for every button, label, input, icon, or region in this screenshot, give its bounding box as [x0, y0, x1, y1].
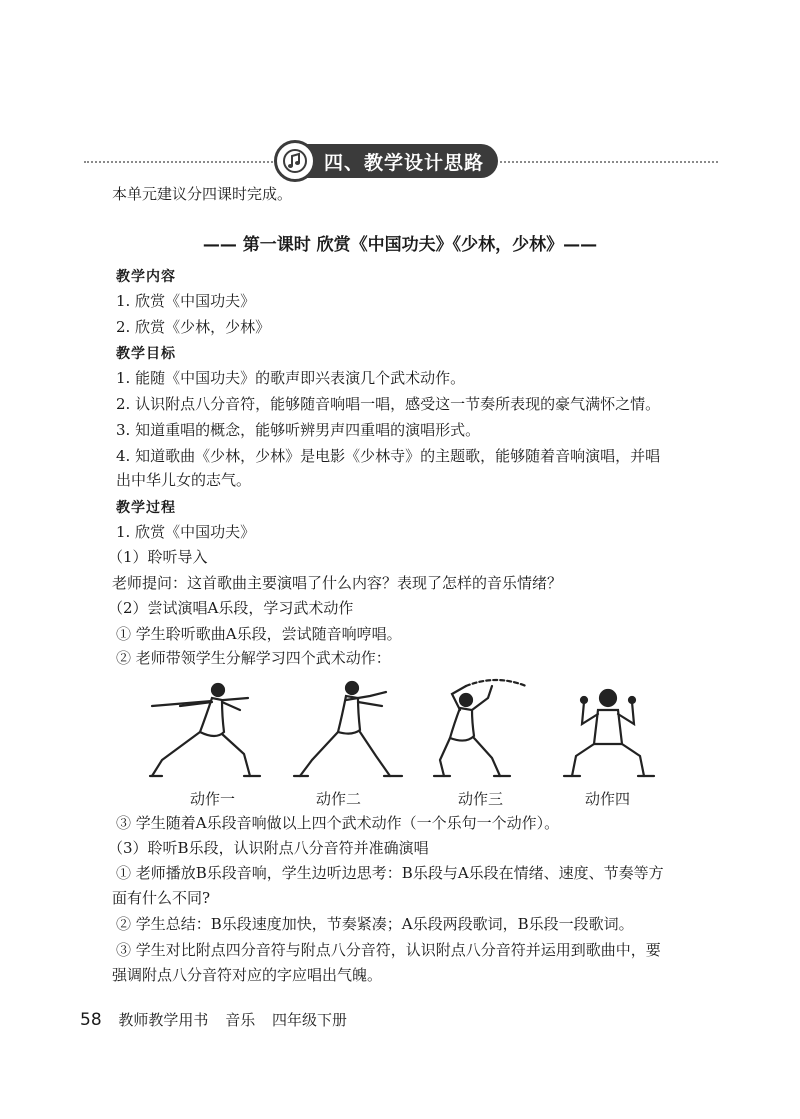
figure-caption-4: 动作四 — [585, 790, 631, 808]
kungfu-pose-4-illustration — [564, 690, 654, 776]
intro-text: 本单元建议分四课时完成。 — [112, 185, 293, 203]
section-banner — [280, 144, 498, 178]
process-item: （2）尝试演唱A乐段，学习武术动作 — [108, 599, 354, 617]
process-item: （3）聆听B乐段，认识附点八分音符并准确演唱 — [108, 839, 429, 857]
subject-label: 音乐 — [225, 1011, 256, 1029]
process-item-continued: 强调附点八分音符对应的字应唱出气魄。 — [112, 966, 383, 984]
goals-heading: 教学目标 — [116, 346, 176, 362]
goal-item: 3. 知道重唱的概念，能够听辨男声四重唱的演唱形式。 — [116, 421, 481, 439]
goal-item: 2. 认识附点八分音符，能够随音响唱一唱，感受这一节奏所表现的豪气满怀之情。 — [116, 395, 661, 413]
goal-item-continued: 出中华儿女的志气。 — [116, 471, 252, 489]
process-item: ② 学生总结：B乐段速度加快，节奏紧凑；A乐段两段歌词，B乐段一段歌词。 — [116, 915, 634, 933]
content-item: 1. 欣赏《中国功夫》 — [116, 292, 256, 310]
figure-caption-1: 动作一 — [190, 790, 236, 808]
kungfu-pose-2-illustration — [294, 682, 402, 776]
content-heading: 教学内容 — [116, 269, 176, 285]
page-footer — [80, 1009, 347, 1030]
process-item: 老师提问：这首歌曲主要演唱了什么内容？表现了怎样的音乐情绪？ — [112, 574, 563, 592]
process-item: ② 老师带领学生分解学习四个武术动作： — [116, 649, 391, 667]
grade-label: 四年级下册 — [272, 1011, 348, 1029]
figure-caption-3: 动作三 — [458, 790, 504, 808]
process-item: （1）聆听导入 — [108, 548, 208, 566]
process-item: 1. 欣赏《中国功夫》 — [116, 523, 256, 541]
martial-arts-illustrations — [140, 676, 660, 786]
music-note-icon — [274, 140, 316, 182]
book-title: 教师教学用书 — [118, 1011, 209, 1029]
kungfu-pose-3-illustration — [434, 680, 526, 776]
goal-item: 1. 能随《中国功夫》的歌声即兴表演几个武术动作。 — [116, 369, 466, 387]
page-number: 58 — [80, 1010, 102, 1030]
process-heading: 教学过程 — [116, 500, 176, 516]
goal-item: 4. 知道歌曲《少林，少林》是电影《少林寺》的主题歌，能够随着音响演唱，并唱 — [116, 447, 661, 465]
banner-divider-left — [84, 161, 280, 163]
content-item: 2. 欣赏《少林，少林》 — [116, 318, 271, 336]
process-item: ① 学生聆听歌曲A乐段，尝试随音响哼唱。 — [116, 625, 402, 643]
lesson-title: —— 第一课时 欣赏《中国功夫》《少林，少林》—— — [202, 235, 598, 255]
process-item: ① 老师播放B乐段音响，学生边听边思考：B乐段与A乐段在情绪、速度、节奏等方 — [116, 864, 664, 882]
section-title: 四、教学设计思路 — [324, 151, 485, 174]
figure-caption-2: 动作二 — [316, 790, 362, 808]
process-item-continued: 面有什么不同? — [112, 889, 211, 907]
banner-divider-right — [500, 161, 718, 163]
process-item: ③ 学生随着A乐段音响做以上四个武术动作（一个乐句一个动作）。 — [116, 814, 560, 832]
kungfu-pose-1-illustration — [150, 684, 260, 776]
process-item: ③ 学生对比附点四分音符与附点八分音符，认识附点八分音符并运用到歌曲中，要 — [116, 941, 661, 959]
